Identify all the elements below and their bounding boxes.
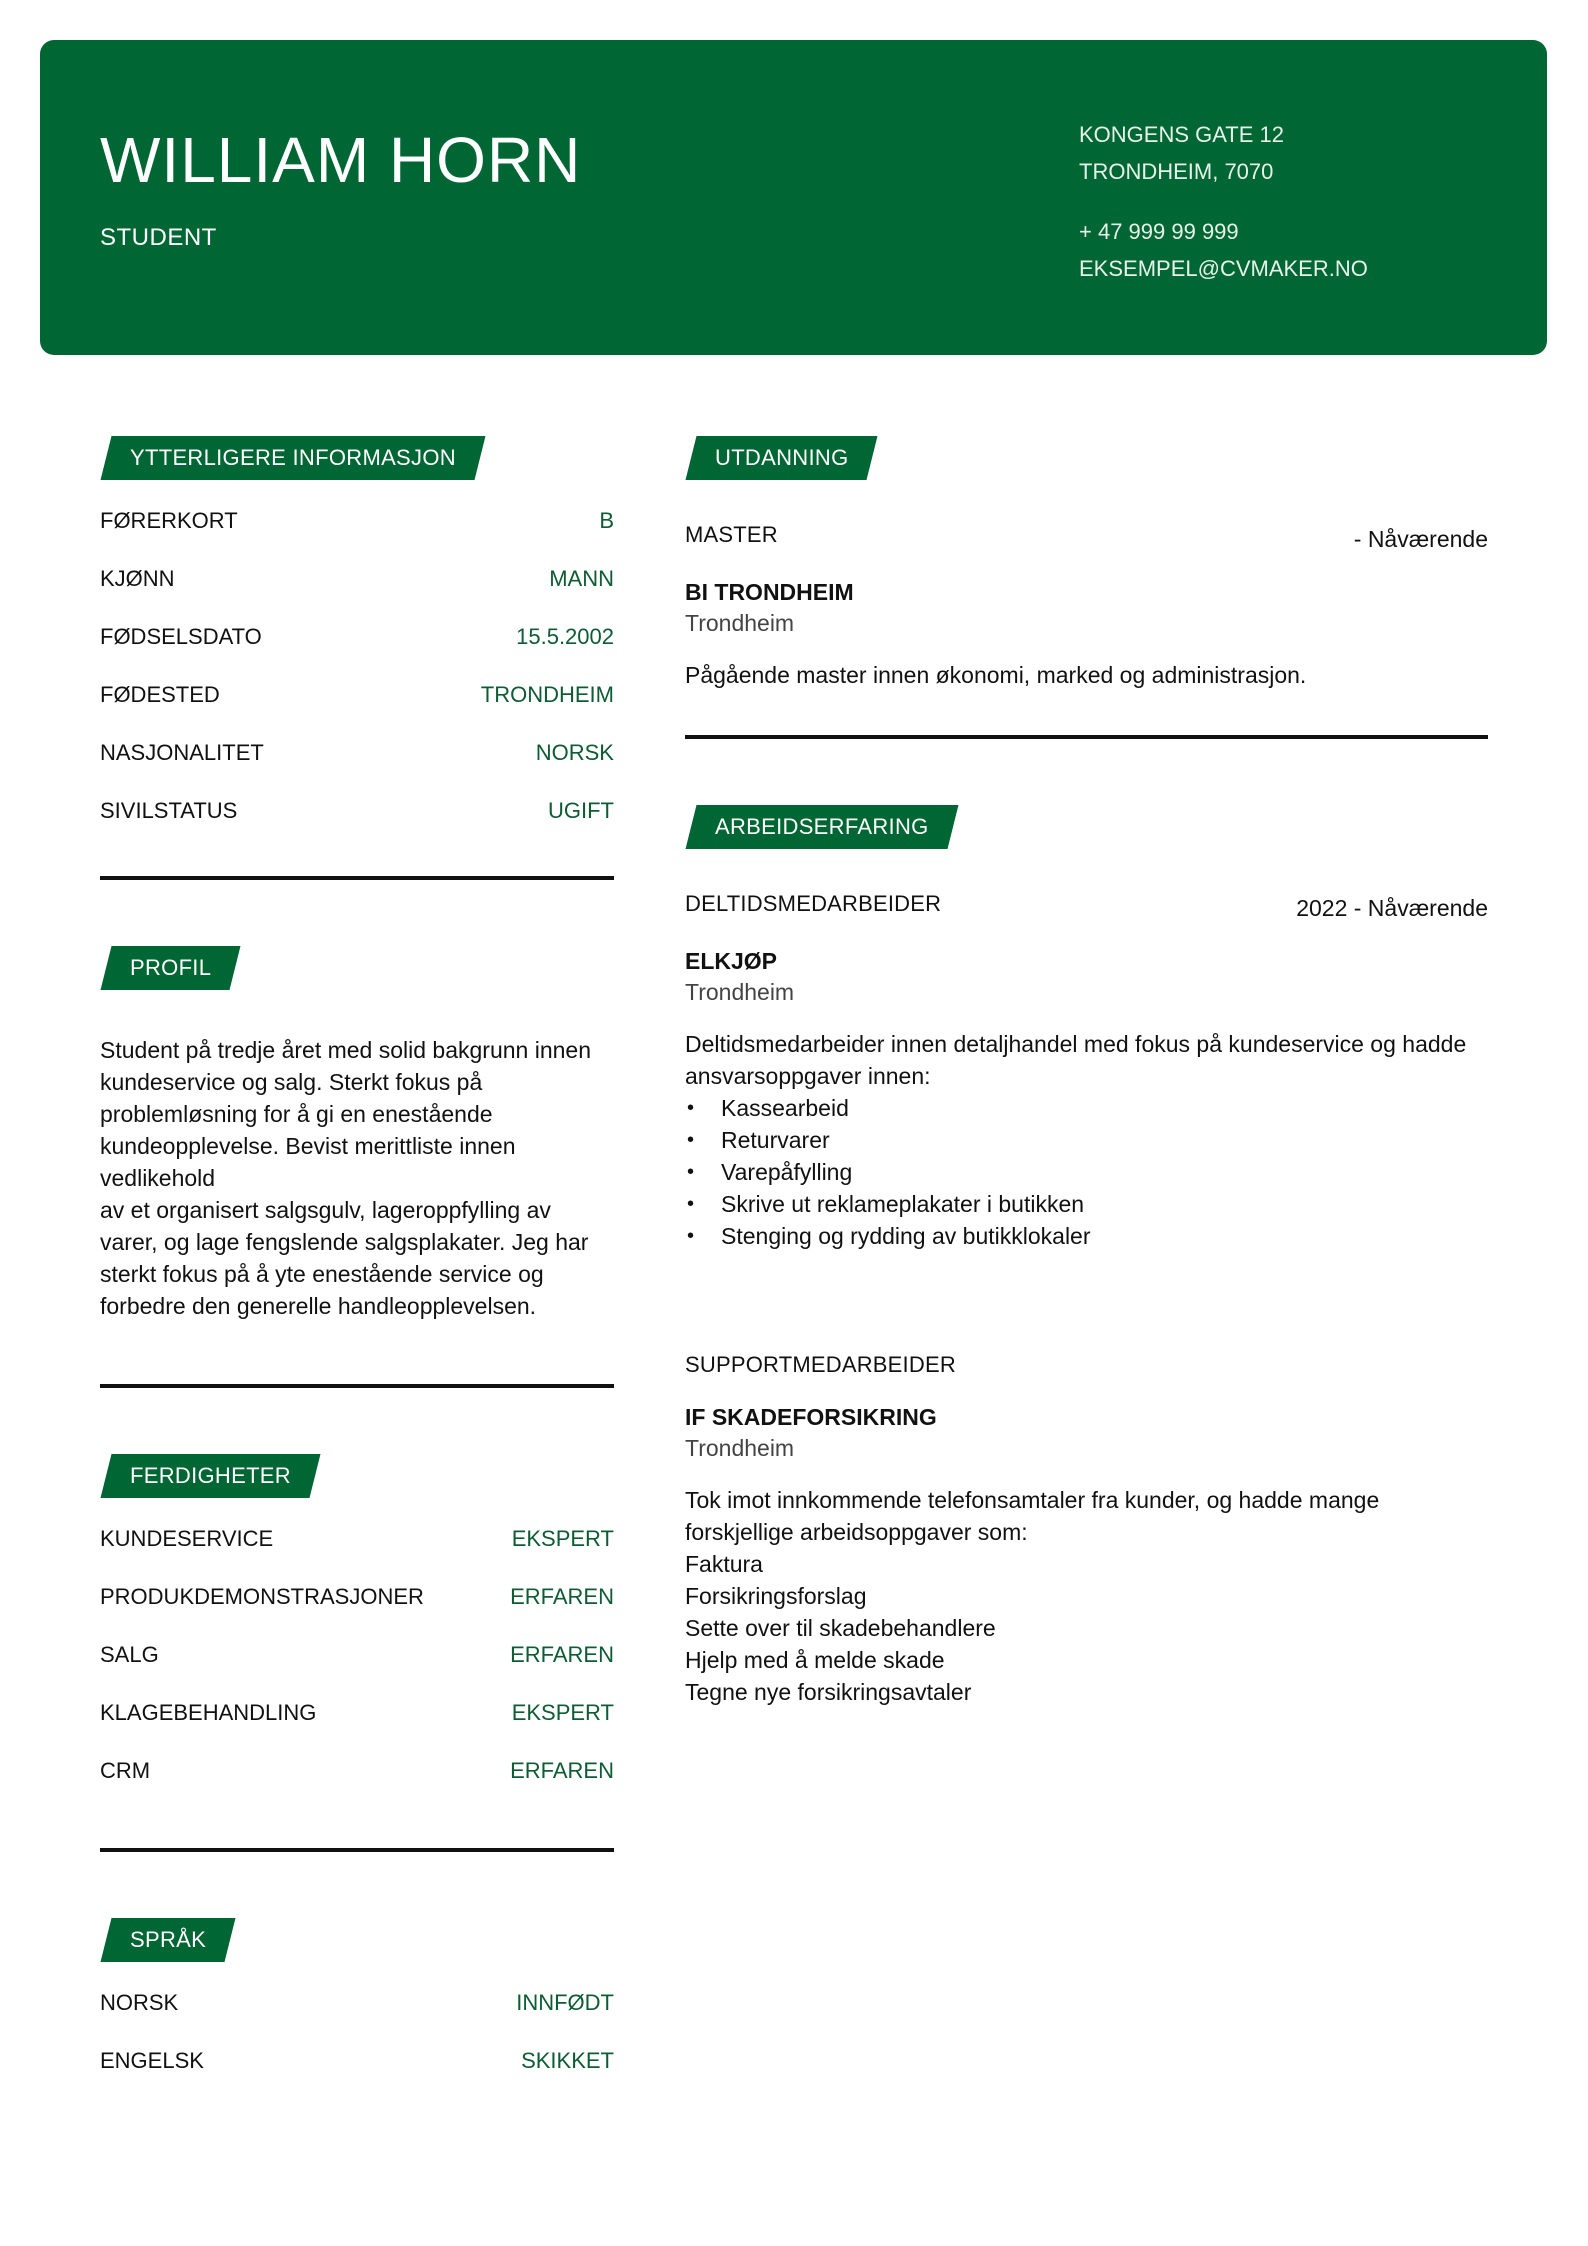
section-heading-profile: PROFIL <box>101 946 241 990</box>
list-item: Hjelp med å melde skade <box>685 1647 945 1673</box>
entry-date: - Nåværende <box>1353 526 1488 552</box>
entry-organization: IF SKADEFORSIKRING <box>685 1404 937 1430</box>
info-row: FØRERKORT B <box>100 508 614 533</box>
right-column <box>685 436 1488 1708</box>
entry-organization: ELKJØP <box>685 948 778 974</box>
section-divider <box>685 735 1488 739</box>
experience-entry <box>685 1352 1488 1708</box>
entry-title: MASTER <box>685 522 778 547</box>
phone: + 47 999 99 999 <box>1079 219 1239 244</box>
entry-description: Pågående master innen økonomi, marked og administrasjon. <box>685 662 1307 688</box>
task-list <box>685 1092 1488 1252</box>
list-item: • Stenging og rydding av butikklokaler <box>685 1220 1488 1252</box>
language-row: NORSK INNFØDT <box>100 1990 614 2015</box>
entry-description: Tok imot innkommende telefonsamtaler fra kunder, og hadde mange forskjellige arbeidsoppgaver som: <box>685 1487 1380 1545</box>
section-divider <box>100 1848 614 1852</box>
skill-row: KUNDESERVICE EKSPERT <box>100 1526 614 1551</box>
task-lines <box>685 1548 1488 1708</box>
contact-block <box>1079 116 1368 287</box>
education-entry <box>685 522 1488 691</box>
skill-row: CRM ERFAREN <box>100 1758 614 1783</box>
list-item: • Skrive ut reklameplakater i butikken <box>685 1188 1488 1220</box>
additional-info-list <box>100 508 614 856</box>
email: EKSEMPEL@CVMAKER.NO <box>1079 256 1368 281</box>
list-item: • Kassearbeid <box>685 1092 1488 1124</box>
entry-title: DELTIDSMEDARBEIDER <box>685 891 942 916</box>
address-line-1: KONGENS GATE 12 <box>1079 122 1284 147</box>
person-name: WILLIAM HORN <box>100 124 582 196</box>
entry-city: Trondheim <box>685 1435 795 1461</box>
list-item: Faktura <box>685 1551 763 1577</box>
section-heading-education: UTDANNING <box>686 436 878 480</box>
list-item: Sette over til skadebehandlere <box>685 1615 996 1641</box>
entry-description: Deltidsmedarbeider innen detaljhandel med fokus på kundeservice og hadde ansvarsoppgaver innen: <box>685 1031 1467 1089</box>
section-heading-languages: SPRÅK <box>101 1918 236 1962</box>
section-heading-additional-info: YTTERLIGERE INFORMASJON <box>101 436 486 480</box>
skill-row: PRODUKDEMONSTRASJONER ERFAREN <box>100 1584 614 1609</box>
left-column <box>100 436 614 2106</box>
section-heading-skills: FERDIGHETER <box>101 1454 321 1498</box>
skill-row: KLAGEBEHANDLING EKSPERT <box>100 1700 614 1725</box>
section-divider <box>100 1384 614 1388</box>
address-line-2: TRONDHEIM, 7070 <box>1079 159 1274 184</box>
person-title: STUDENT <box>100 224 217 251</box>
entry-title: SUPPORTMEDARBEIDER <box>685 1352 956 1377</box>
info-row: SIVILSTATUS UGIFT <box>100 798 614 823</box>
entry-date: 2022 - Nåværende <box>1296 895 1488 921</box>
info-row: FØDSELSDATO 15.5.2002 <box>100 624 614 649</box>
info-row: NASJONALITET NORSK <box>100 740 614 765</box>
cv-header <box>40 40 1547 355</box>
profile-text: Student på tredje året med solid bakgrunn innen kundeservice og salg. Sterkt fokus på problemløsning for å gi en enestående kundeopplevelse. Bevist merittliste innen vedlikehold av et organisert salgsgulv, lageroppfylling av varer, og lage fengslende salgsplakater. Jeg har sterkt fokus på å yte enestående service og forbedre den generelle handleopplevelsen. <box>100 1037 591 1319</box>
entry-organization: BI TRONDHEIM <box>685 579 854 605</box>
skills-list <box>100 1526 614 1816</box>
list-item: Forsikringsforslag <box>685 1583 867 1609</box>
experience-entry <box>685 891 1488 1252</box>
language-row: ENGELSK SKIKKET <box>100 2048 614 2073</box>
languages-list <box>100 1990 614 2106</box>
entry-city: Trondheim <box>685 610 795 636</box>
skill-row: SALG ERFAREN <box>100 1642 614 1667</box>
list-item: • Varepåfylling <box>685 1156 1488 1188</box>
list-item: Tegne nye forsikringsavtaler <box>685 1679 972 1705</box>
entry-city: Trondheim <box>685 979 795 1005</box>
list-item: • Returvarer <box>685 1124 1488 1156</box>
info-row: KJØNN MANN <box>100 566 614 591</box>
info-row: FØDESTED TRONDHEIM <box>100 682 614 707</box>
section-divider <box>100 876 614 880</box>
section-heading-experience: ARBEIDSERFARING <box>686 805 959 849</box>
